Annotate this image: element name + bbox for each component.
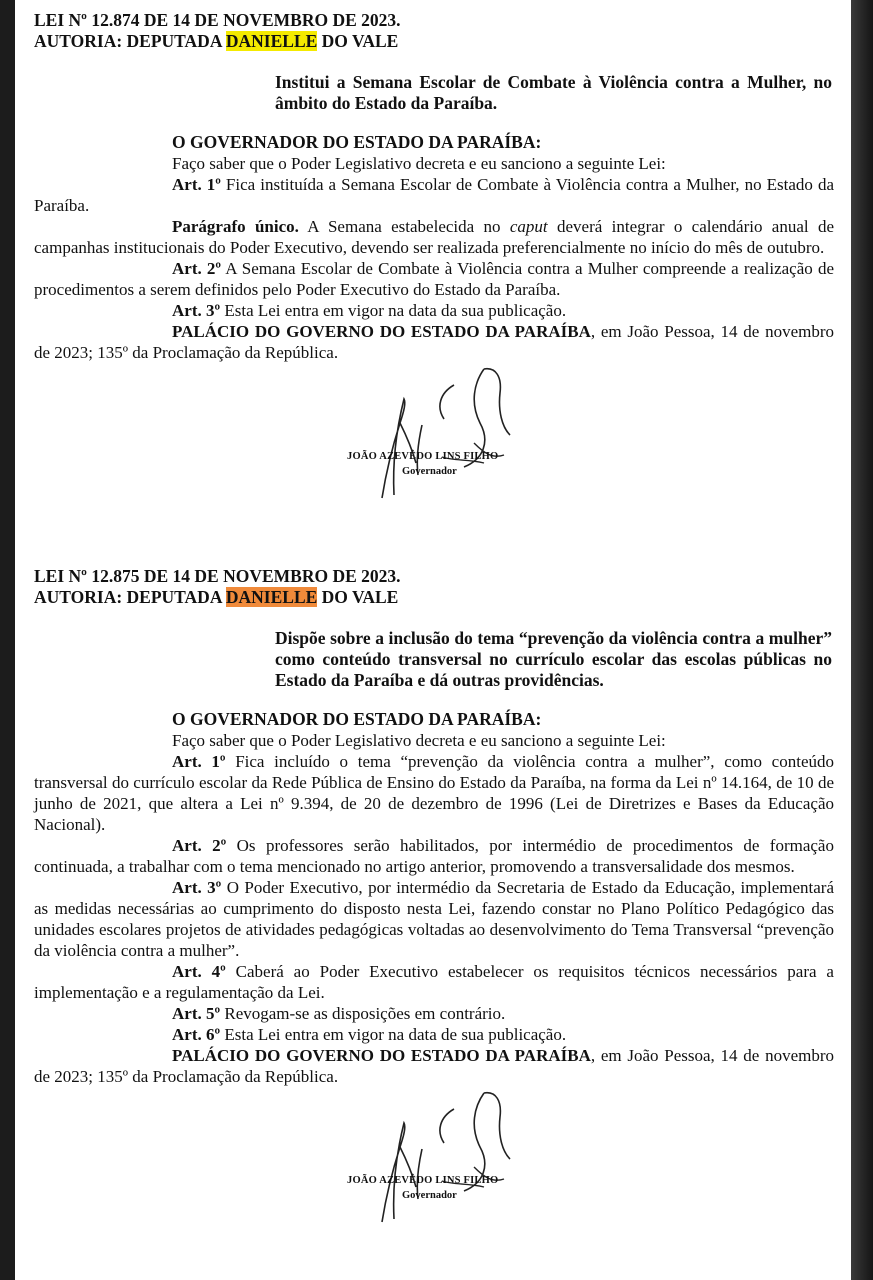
author-prefix: AUTORIA: DEPUTADA — [34, 587, 226, 607]
article-6 — [34, 1024, 834, 1045]
author-prefix: AUTORIA: DEPUTADA — [34, 31, 226, 51]
palace-text: , em João Pessoa, 14 de novembro de 2023; 135º da Proclamação da República. — [34, 1046, 835, 1086]
article-text: O Poder Executivo, por intermédio da Secretaria de Estado da Educação, implementará as medidas necessárias ao cumprimento do disposto nesta Lei, fazendo constar no Plano Político Pedagógico das unidades escolares projetos de atividades pedagógicas voltadas ao desenvolvimento do Tema Transversal “prevenção da violência contra a mulher”. — [34, 878, 834, 960]
palace-text: , em João Pessoa, 14 de novembro de 2023; 135º da Proclamação da República. — [34, 322, 835, 362]
law-author — [34, 31, 834, 52]
palace-closing — [34, 1045, 834, 1087]
palace-label: PALÁCIO DO GOVERNO DO ESTADO DA PARAÍBA — [172, 1046, 591, 1065]
article-text: Revogam-se as disposições em contrário. — [220, 1004, 506, 1023]
page-edge-shadow — [851, 0, 873, 1280]
article-label: Art. 6º — [172, 1025, 221, 1044]
law-title: LEI Nº 12.875 DE 14 DE NOVEMBRO DE 2023. — [34, 566, 401, 586]
governor-heading: O GOVERNADOR DO ESTADO DA PARAÍBA: — [172, 709, 542, 729]
article-4 — [34, 961, 834, 1003]
article-text: Esta Lei entra em vigor na data da sua publicação. — [220, 301, 567, 320]
article-3 — [34, 877, 834, 961]
paragraph-text-cont: deverá integrar o calendário anual de campanhas institucionais do Poder Executivo, devendo ser realizada preferencialmente no início do mês de outubro. — [34, 217, 834, 257]
article-label: Art. 1º — [172, 752, 226, 771]
law-12875 — [34, 566, 834, 1225]
article-label: Art. 5º — [172, 1004, 221, 1023]
author-suffix: DO VALE — [317, 587, 399, 607]
law-intro: Faço saber que o Poder Legislativo decreta e eu sanciono a seguinte Lei: — [172, 154, 666, 173]
article-1 — [34, 174, 834, 216]
author-name-highlight: DANIELLE — [225, 587, 318, 607]
governor-heading: O GOVERNADOR DO ESTADO DA PARAÍBA: — [172, 132, 542, 152]
article-label: Art. 3º — [172, 301, 221, 320]
article-text: Fica incluído o tema “prevenção da violência contra a mulher”, como conteúdo transversal do currículo escolar da Rede Pública de Ensino do Estado da Paraíba, na forma da Lei nº 14.164, de 10 de junho de 2021, que altera a Lei nº 9.394, de 20 de dezembro de 1996 (Lei de Diretrizes e Bases da Educação Nacional). — [34, 752, 834, 834]
law-author — [34, 587, 834, 608]
signatory-role: Governador — [402, 466, 457, 477]
document-page — [15, 0, 851, 1280]
article-5 — [34, 1003, 834, 1024]
article-text: A Semana Escolar de Combate à Violência contra a Mulher compreende a realização de procedimentos a serem definidos pelo Poder Executivo do Estado da Paraíba. — [34, 259, 834, 299]
article-text: Fica instituída a Semana Escolar de Combate à Violência contra a Mulher, no Estado da Paraíba. — [34, 175, 834, 215]
article-label: Art. 3º — [172, 878, 222, 897]
article-text: Caberá ao Poder Executivo estabelecer os requisitos técnicos necessários para a implementação e a regulamentação da Lei. — [34, 962, 834, 1002]
article-text: Os professores serão habilitados, por intermédio de procedimentos de formação continuada, a trabalhar com o tema mencionado no artigo anterior, promovendo a transversalidade dos mesmos. — [34, 836, 834, 876]
article-label: Art. 1º — [172, 175, 221, 194]
article-label: Art. 2º — [172, 836, 227, 855]
author-suffix: DO VALE — [317, 31, 399, 51]
paragrafo-unico — [34, 216, 834, 258]
signature-image — [334, 363, 554, 503]
caput-term: caput — [509, 217, 548, 236]
signatory-role: Governador — [402, 1190, 457, 1201]
law-title: LEI Nº 12.874 DE 14 DE NOVEMBRO DE 2023. — [34, 10, 401, 30]
article-label: Art. 2º — [172, 259, 222, 278]
signature-block — [34, 363, 834, 501]
law-12874 — [34, 10, 834, 501]
palace-label: PALÁCIO DO GOVERNO DO ESTADO DA PARAÍBA — [172, 322, 591, 341]
signature-block — [34, 1087, 834, 1225]
signatory-name: JOÃO AZEVÊDO LINS FILHO — [347, 1175, 499, 1186]
signatory-name: JOÃO AZEVÊDO LINS FILHO — [347, 451, 499, 462]
article-3 — [34, 300, 834, 321]
law-intro: Faço saber que o Poder Legislativo decreta e eu sanciono a seguinte Lei: — [172, 731, 666, 750]
article-2 — [34, 258, 834, 300]
signature-image — [334, 1087, 554, 1227]
author-name-highlight: DANIELLE — [225, 31, 318, 51]
article-2 — [34, 835, 834, 877]
article-label: Art. 4º — [172, 962, 226, 981]
article-1 — [34, 751, 834, 835]
law-ementa: Dispõe sobre a inclusão do tema “prevenção da violência contra a mulher” como conteúdo transversal no currículo escolar das escolas públicas no Estado da Paraíba e dá outras providências. — [275, 628, 832, 690]
article-text: Esta Lei entra em vigor na data de sua publicação. — [220, 1025, 567, 1044]
palace-closing — [34, 321, 834, 363]
law-ementa: Institui a Semana Escolar de Combate à Violência contra a Mulher, no âmbito do Estado da Paraíba. — [275, 72, 832, 113]
paragraph-label: Parágrafo único. — [172, 217, 299, 236]
paragraph-text: A Semana estabelecida no — [298, 217, 510, 236]
